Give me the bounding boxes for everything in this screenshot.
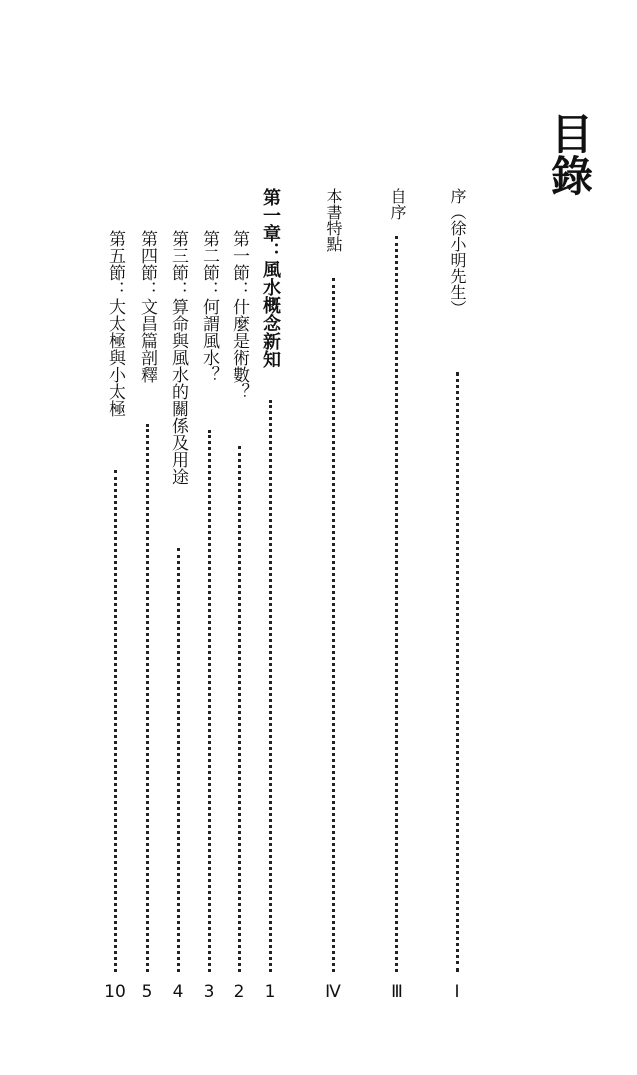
dot-leader: [238, 446, 245, 972]
dot-leader: [208, 430, 215, 972]
page-number: 1: [264, 982, 276, 1002]
dot-leader: [146, 424, 153, 972]
toc-label: 自序: [388, 188, 407, 220]
page-number: Ⅳ: [325, 982, 341, 1002]
toc-label: 第五節：大太極與小太極: [105, 230, 125, 417]
toc-label: 本書特點: [324, 188, 343, 252]
dot-leader: [177, 548, 184, 972]
dot-leader: [332, 278, 339, 972]
page-number: 4: [172, 982, 184, 1002]
toc-label: 第二節：何謂風水？: [199, 230, 219, 383]
page-number: 3: [203, 982, 215, 1002]
dot-leader: [114, 470, 121, 972]
dot-leader: [456, 372, 463, 972]
toc-label: 第一章：風水概念新知: [260, 188, 281, 368]
toc-label: 第四節：文昌篇剖釋: [137, 230, 157, 383]
page-number: 10: [104, 982, 126, 1002]
page-number: 2: [233, 982, 245, 1002]
toc-label: 第三節：算命與風水的關係及用途: [168, 230, 188, 485]
dot-leader: [269, 400, 276, 972]
page-number: 5: [141, 982, 153, 1002]
toc-label: 第一節：什麼是術數？: [229, 230, 249, 400]
page-number: Ⅲ: [391, 982, 403, 1002]
page-number: Ⅰ: [454, 982, 460, 1002]
dot-leader: [395, 236, 402, 972]
page-title: 目錄: [545, 112, 594, 196]
toc-label: 序（徐小明先生）: [448, 188, 467, 316]
